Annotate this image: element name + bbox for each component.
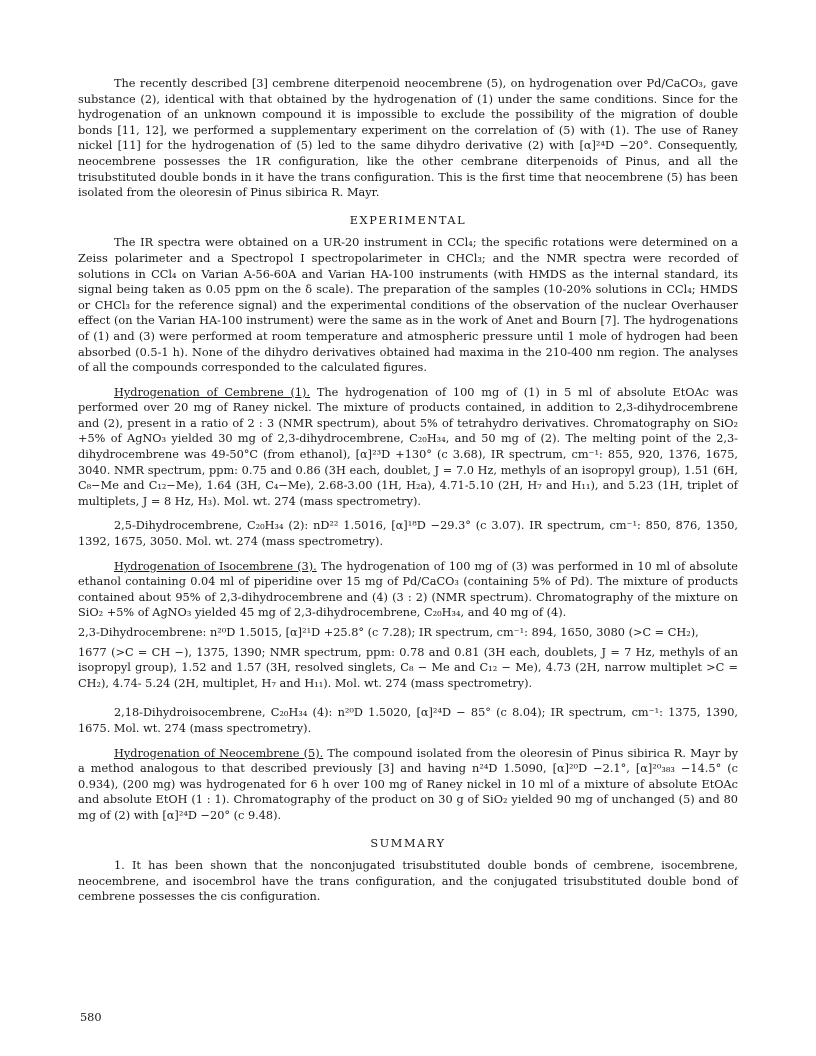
paper-page — [78, 76, 738, 905]
hydrogenation-isocembrene-body: The hydrogenation of 100 mg of (3) was performed in 10 ml of absolute ethanol containing 0.04 ml of piperidine over 15 mg of Pd/CaCO₃ (containing 5% of Pd). The mixture of products contained about 95% of 2,3-dihydrocembrene and (4) (3 : 2) (NMR spectrum). Chromatography of the mixture on SiO₂ +5% of AgNO₃ yielded 45 mg of 2,3-dihydrocembrene, C₂₀H₃₄, and 40 mg of (4). — [78, 559, 738, 620]
hydrogenation-isocembrene-title: Hydrogenation of Isocembrene (3). — [114, 559, 317, 573]
summary-heading: SUMMARY — [370, 836, 446, 850]
hydrogenation-neocembrene-paragraph — [78, 746, 738, 824]
dihydrocembrene-line-1: 2,3-Dihydrocembrene: n²⁰D 1.5015, [α]²¹D +25.8° (c 7.28); IR spectrum, cm⁻¹: 894, 1650, 3080 (>C = CH₂), — [78, 626, 699, 639]
hydrogenation-cembrene-title: Hydrogenation of Cembrene (1). — [114, 385, 311, 399]
summary-item-1: 1. It has been shown that the nonconjugated trisubstituted double bonds of cembrene, isocembrene, neocembrene, and isocembrol have the trans configuration, and the conjugated trisubstituted double bond of cembrene possesses the cis configuration. — [78, 859, 738, 904]
page-number: 580 — [80, 1011, 102, 1024]
hydrogenation-neocembrene-title: Hydrogenation of Neocembrene (5). — [114, 746, 324, 760]
hydrogenation-isocembrene-paragraph — [78, 559, 738, 621]
dihydrocembrene-line-2: 1677 (>C = CH −), 1375, 1390; NMR spectrum, ppm: 0.78 and 0.81 (3H each, doublets, J = 7 Hz, methyls of an isopropyl group), 1.52 and 1.57 (3H, resolved singlets, C₈ − Me and C₁₂ − Me), 4.73 (2H, narrow multiplet >C = CH₂), 4.74- 5.24 (2H, multiplet, H₇ and H₁₁). Mol. wt. 274 (mass spectrometry). — [78, 645, 738, 690]
dihydrocembrene-2-paragraph: 2,5-Dihydrocembrene, C₂₀H₃₄ (2): nD²² 1.5016, [α]¹⁸D −29.3° (c 3.07). IR spectrum, cm⁻¹: 850, 876, 1350, 1392, 1675, 3050. Mol. wt. 274 (mass spectrometry). — [78, 519, 738, 549]
hydrogenation-neocembrene-body: The compound isolated from the oleoresin of Pinus sibirica R. Mayr by a method analogous to that described previously [3] and having n²⁴D 1.5090, [α]²⁰D −2.1°, [α]²⁰₃₈₃ −14.5° (c 0.934), (200 mg) was hydrogenated for 6 h over 100 mg of Raney nickel in 10 ml of a mixture of absolute EtOAc and absolute EtOH (1 : 1). Chromatography of the product on 30 g of SiO₂ yielded 90 mg of unchanged (5) and 80 mg of (2) with [α]²⁴D −20° (c 9.48). — [78, 746, 738, 822]
experimental-heading: EXPERIMENTAL — [349, 213, 467, 227]
intro-paragraph: The recently described [3] cembrene diterpenoid neocembrene (5), on hydrogenation over Pd/CaCO₃, gave substance (2), identical with that obtained by the hydrogenation of (1) under the same conditions. Since for the hydrogenation of an unknown compound it is impossible to exclude the possibility of the migration of double bonds [11, 12], we performed a supplementary experiment on the correlation of (5) with (1). The use of Raney nickel [11] for the hydrogenation of (5) led to the same dihydro derivative (2) with [α]²⁴D −20°. Consequently, neocembrene possesses the 1R configuration, like the other cembrane diterpenoids of Pinus, and all the trisubstituted double bonds in it have the trans configuration. This is the first time that neocembrene (5) has been isolated from the oleoresin of Pinus sibirica R. Mayr. — [78, 77, 738, 200]
dihydroisocembrene-paragraph: 2,18-Dihydroisocembrene, C₂₀H₃₄ (4): n²⁰D 1.5020, [α]²⁴D − 85° (c 8.04); IR spectrum, cm⁻¹: 1375, 1390, 1675. Mol. wt. 274 (mass spectrometry). — [78, 706, 738, 735]
hydrogenation-cembrene-paragraph — [78, 385, 738, 510]
hydrogenation-cembrene-body: The hydrogenation of 100 mg of (1) in 5 ml of absolute EtOAc was performed over 20 mg of Raney nickel. The mixture of products contained, in addition to 2,3-dihydrocembrene and (2), present in a ratio of 2 : 3 (NMR spectrum), about 5% of tetrahydro derivatives. Chromatography on SiO₂ +5% of AgNO₃ yielded 30 mg of 2,3-dihydrocembrene, C₂₀H₃₄, and 50 mg of (2). The melting point of the 2,3-dihydrocembrene was 49-50°C (from ethanol), [α]²³D +130° (c 3.68), IR spectrum, cm⁻¹: 855, 920, 1376, 1675, 3040. NMR spectrum, ppm: 0.75 and 0.86 (3H each, doublet, J = 7.0 Hz, methyls of an isopropyl group), 1.51 (6H, C₈−Me and C₁₂−Me), 1.64 (3H, C₄−Me), 2.68-3.00 (1H, H₂a), 4.71-5.10 (2H, H₇ and H₁₁), and 5.23 (1H, triplet of multiplets, J = 8 Hz, H₃). Mol. wt. 274 (mass spectrometry). — [78, 385, 738, 508]
experimental-paragraph: The IR spectra were obtained on a UR-20 instrument in CCl₄; the specific rotations were determined on a Zeiss polarimeter and a Spectropol I spectropolarimeter in CHCl₃; and the NMR spectra were recorded of solutions in CCl₄ on Varian A-56-60A and Varian HA-100 instruments (with HMDS as the internal standard, its signal being taken as 0.05 ppm on the δ scale). The preparation of the samples (10-20% solutions in CCl₄; HMDS or CHCl₃ for the reference signal) and the experimental conditions of the observation of the nuclear Overhauser effect (on the Varian HA-100 instrument) were the same as in the work of Anet and Bourn [7]. The hydrogenations of (1) and (3) were performed at room temperature and atmospheric pressure until 1 mole of hydrogen had been absorbed (0.5-1 h). None of the dihydro derivatives obtained had maxima in the 210-400 nm region. The analyses of all the compounds corresponded to the calculated figures. — [78, 236, 738, 375]
